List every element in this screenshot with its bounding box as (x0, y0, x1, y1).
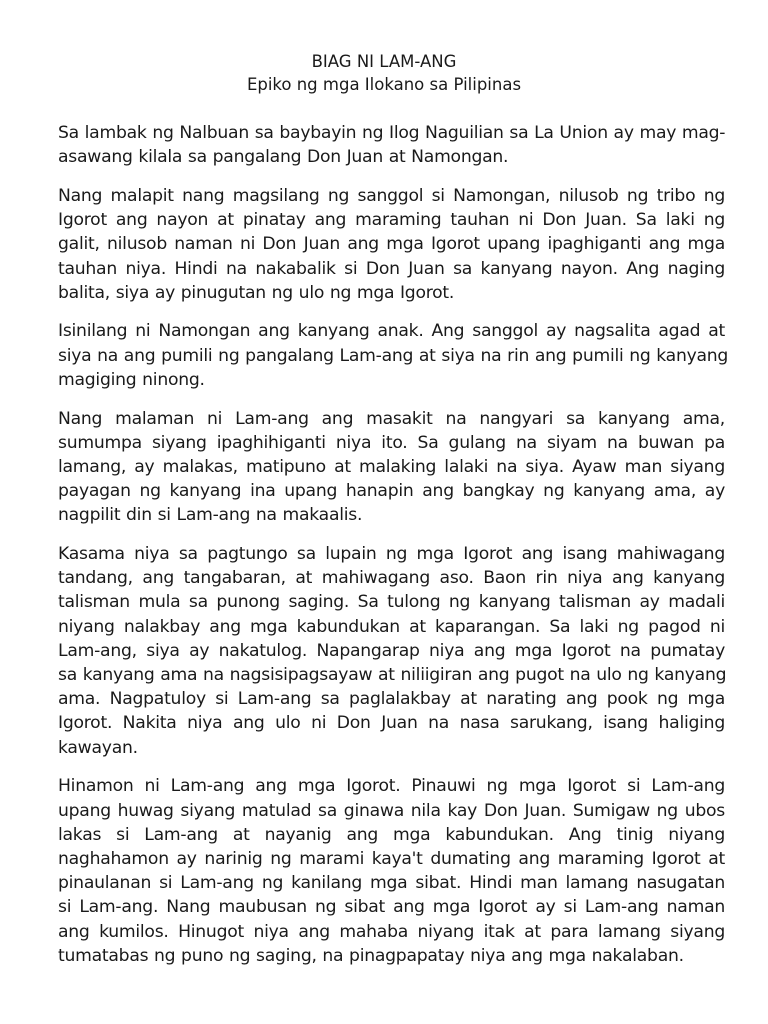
paragraph-line: Kasama niya sa pagtungo sa lupain ng mga Igorot ang isang mahiwagang (58, 544, 725, 565)
paragraph-line: galit, nilusob naman ni Don Juan ang mga Igorot upang ipaghiganti ang mga (58, 234, 725, 255)
paragraph-line: lakas si Lam-ang at nayanig ang mga kabundukan. Ang tinig niyang (58, 824, 725, 845)
paragraph (58, 774, 725, 968)
paragraph-line: si Lam-ang. Nang maubusan ng sibat ang mga Igorot ay si Lam-ang naman (58, 897, 725, 918)
paragraph-line: Isinilang ni Namongan ang kanyang anak. Ang sanggol ay nagsalita agad at (58, 321, 725, 342)
paragraph-line: ama. Nagpatuloy si Lam-ang sa paglalakbay at narating ang pook ng mga (58, 689, 725, 710)
paragraph-line: sumumpa siyang ipaghihiganti niya ito. Sa gulang na siyam na buwan pa (58, 432, 725, 453)
paragraph-line: Nang malaman ni Lam-ang ang masakit na nangyari sa kanyang ama, (58, 408, 725, 429)
paragraph-line: siya na ang pumili ng pangalang Lam-ang at siya na rin ang pumili ng kanyang (58, 345, 729, 366)
paragraph-line: tandang, ang tangabaran, at mahiwagang aso. Baon rin niya ang kanyang (58, 568, 725, 589)
paragraph-line: Hinamon ni Lam-ang ang mga Igorot. Pinauwi ng mga Igorot si Lam-ang (58, 776, 725, 797)
paragraph-line: Igorot. Nakita niya ang ulo ni Don Juan na nasa sarukang, isang haliging (58, 713, 725, 734)
paragraph-line: tumatabas ng puno ng saging, na pinagpapatay niya ang mga nakalaban. (58, 945, 684, 966)
paragraph (58, 184, 725, 305)
paragraph-line: naghahamon ay narinig ng marami kaya't dumating ang maraming Igorot at (58, 848, 725, 869)
document-body (58, 121, 729, 983)
paragraph-line: sa kanyang ama na nagsisipagsayaw at niliigiran ang pugot na ulo ng kanyang (58, 665, 727, 686)
paragraph (58, 121, 725, 169)
paragraph-line: upang huwag siyang matulad sa ginawa nila kay Don Juan. Sumigaw ng ubos (58, 800, 725, 821)
paragraph-line: niyang nalakbay ang mga kabundukan at kaparangan. Sa laki ng pagod ni (58, 616, 725, 637)
paragraph-line: kawayan. (58, 737, 138, 758)
paragraph-line: tauhan niya. Hindi na nakabalik si Don Juan sa kanyang nayon. Ang naging (58, 258, 725, 279)
paragraph (58, 407, 725, 528)
paragraph-line: pinaulanan si Lam-ang ng kanilang mga sibat. Hindi man lamang nasugatan (58, 873, 725, 894)
paragraph-line: Igorot ang nayon at pinatay ang maraming tauhan ni Don Juan. Sa laki ng (58, 210, 725, 231)
document-header (0, 50, 768, 96)
document-title: BIAG NI LAM-ANG (311, 52, 457, 71)
paragraph-line: Sa lambak ng Nalbuan sa baybayin ng Ilog Naguilian sa La Union ay may mag- (58, 123, 726, 143)
paragraph-line: Nang malapit nang magsilang ng sanggol si Namongan, nilusob ng tribo ng (58, 185, 725, 206)
paragraph-line: nagpilit din si Lam-ang na makaalis. (58, 505, 363, 526)
paragraph-line: Lam-ang, siya ay nakatulog. Napangarap niya ang mga Igorot na pumatay (58, 640, 725, 661)
document-subtitle: Epiko ng mga Ilokano sa Pilipinas (246, 75, 522, 94)
paragraph-line: asawang kilala sa pangalang Don Juan at Namongan. (58, 147, 509, 168)
paragraph-line: lamang, ay malakas, matipuno at malaking lalaki na siya. Ayaw man siyang (58, 456, 725, 477)
paragraph-line: payagan ng kanyang ina upang hanapin ang bangkay ng kanyang ama, ay (58, 481, 725, 502)
paragraph-line: ang kumilos. Hinugot niya ang mahaba niyang itak at para lamang siyang (58, 921, 725, 942)
paragraph (58, 542, 725, 760)
paragraph-line: magiging ninong. (58, 369, 205, 390)
paragraph-line: balita, siya ay pinugutan ng ulo ng mga Igorot. (58, 282, 455, 303)
paragraph-line: talisman mula sa punong saging. Sa tulong ng kanyang talisman ay madali (58, 592, 725, 613)
paragraph (58, 319, 729, 392)
